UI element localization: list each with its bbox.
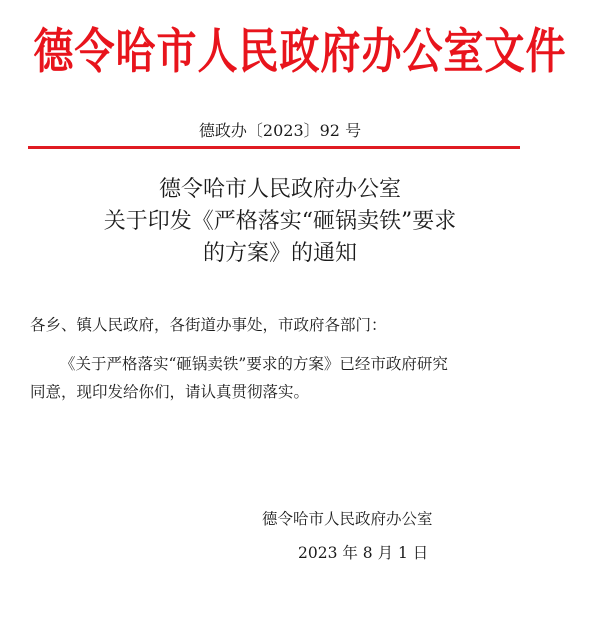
document-number: 德政办〔2023〕92 号 bbox=[198, 121, 362, 140]
title-line-1: 德令哈市人民政府办公室 bbox=[158, 177, 401, 202]
signature-issuer: 德令哈市人民政府办公室 bbox=[262, 510, 433, 528]
issue-date: 2023 年 8 月 1 日 bbox=[298, 544, 429, 562]
document-title bbox=[0, 174, 560, 270]
body-paragraph bbox=[30, 350, 550, 406]
masthead-title: 德令哈市人民政府办公室文件 bbox=[33, 24, 567, 80]
red-divider-rule bbox=[28, 146, 520, 149]
body-line-2: 同意，现印发给你们，请认真贯彻落实。 bbox=[30, 383, 310, 401]
salutation: 各乡、镇人民政府，各街道办事处，市政府各部门： bbox=[30, 316, 387, 334]
title-line-3: 的方案》的通知 bbox=[202, 241, 357, 266]
title-line-2: 关于印发《严格落实“砸锅卖铁”要求 bbox=[103, 209, 457, 234]
body-line-1: 《关于严格落实“砸锅卖铁”要求的方案》已经市政府研究 bbox=[60, 355, 448, 373]
